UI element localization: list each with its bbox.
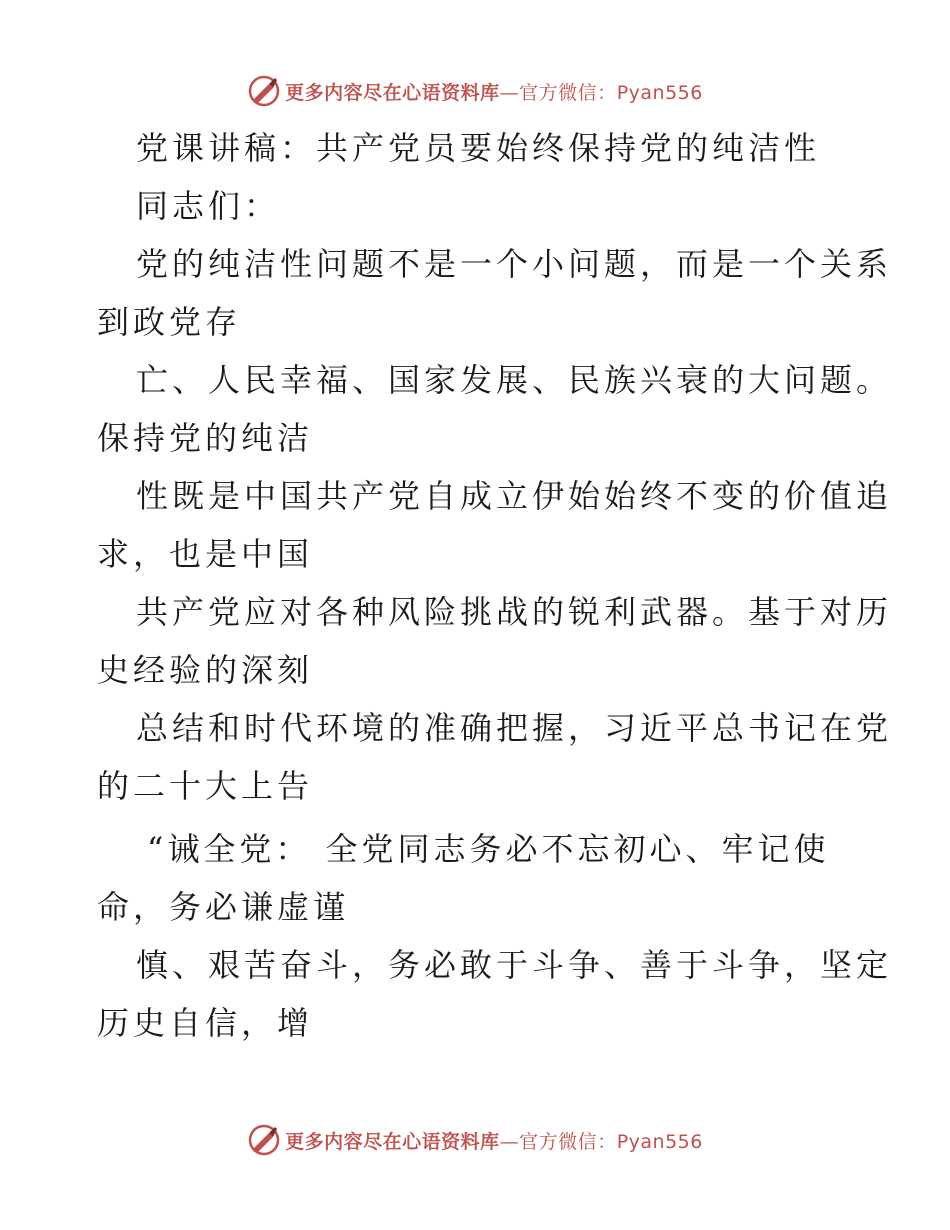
pen-logo-icon xyxy=(247,1123,281,1157)
paragraph-line: 党的纯洁性问题不是一个小问题，而是一个关系 xyxy=(136,245,893,283)
paragraph-line: 史经验的深刻 xyxy=(97,651,314,689)
banner-main-text: 更多内容尽在心语资料库 xyxy=(285,81,500,104)
banner-wechat-label: 官方微信： xyxy=(519,81,617,104)
paragraph-line: 共产党应对各种风险挑战的锐利武器。基于对历 xyxy=(136,593,893,631)
banner-wechat-label: 官方微信： xyxy=(519,1130,617,1153)
banner-separator: — xyxy=(499,1130,520,1153)
paragraph-line: 总结和时代环境的准确把握，习近平总书记在党 xyxy=(136,709,893,747)
banner-wechat-id: Pyan556 xyxy=(616,1130,703,1153)
paragraph-line: 性既是中国共产党自成立伊始始终不变的价值追 xyxy=(136,477,893,515)
banner-wechat-id: Pyan556 xyxy=(616,81,703,104)
paragraph-line: 亡、人民幸福、国家发展、民族兴衰的大问题。 xyxy=(136,361,893,399)
document-title: 党课讲稿：共产党员要始终保持党的纯洁性 xyxy=(136,129,821,167)
paragraph-line: 保持党的纯洁 xyxy=(97,419,314,457)
salutation: 同志们： xyxy=(136,187,281,225)
banner-separator: — xyxy=(499,81,520,104)
paragraph-line: 的二十大上告 xyxy=(97,767,314,805)
pen-logo-icon xyxy=(247,74,281,108)
banner-text xyxy=(285,78,703,105)
header-banner xyxy=(0,71,950,111)
banner-main-text: 更多内容尽在心语资料库 xyxy=(285,1130,500,1153)
footer-banner xyxy=(0,1120,950,1160)
paragraph-line: 历史自信，增 xyxy=(97,1004,314,1042)
banner-text xyxy=(285,1127,703,1154)
paragraph-line: 命，务必谦虚谨 xyxy=(97,888,350,926)
paragraph-line: “诫全党： 全党同志务必不忘初心、牢记使 xyxy=(147,830,830,868)
paragraph-line: 到政党存 xyxy=(97,303,242,341)
paragraph-line: 求，也是中国 xyxy=(97,535,314,573)
paragraph-line: 慎、艰苦奋斗，务必敢于斗争、善于斗争，坚定 xyxy=(136,946,893,984)
